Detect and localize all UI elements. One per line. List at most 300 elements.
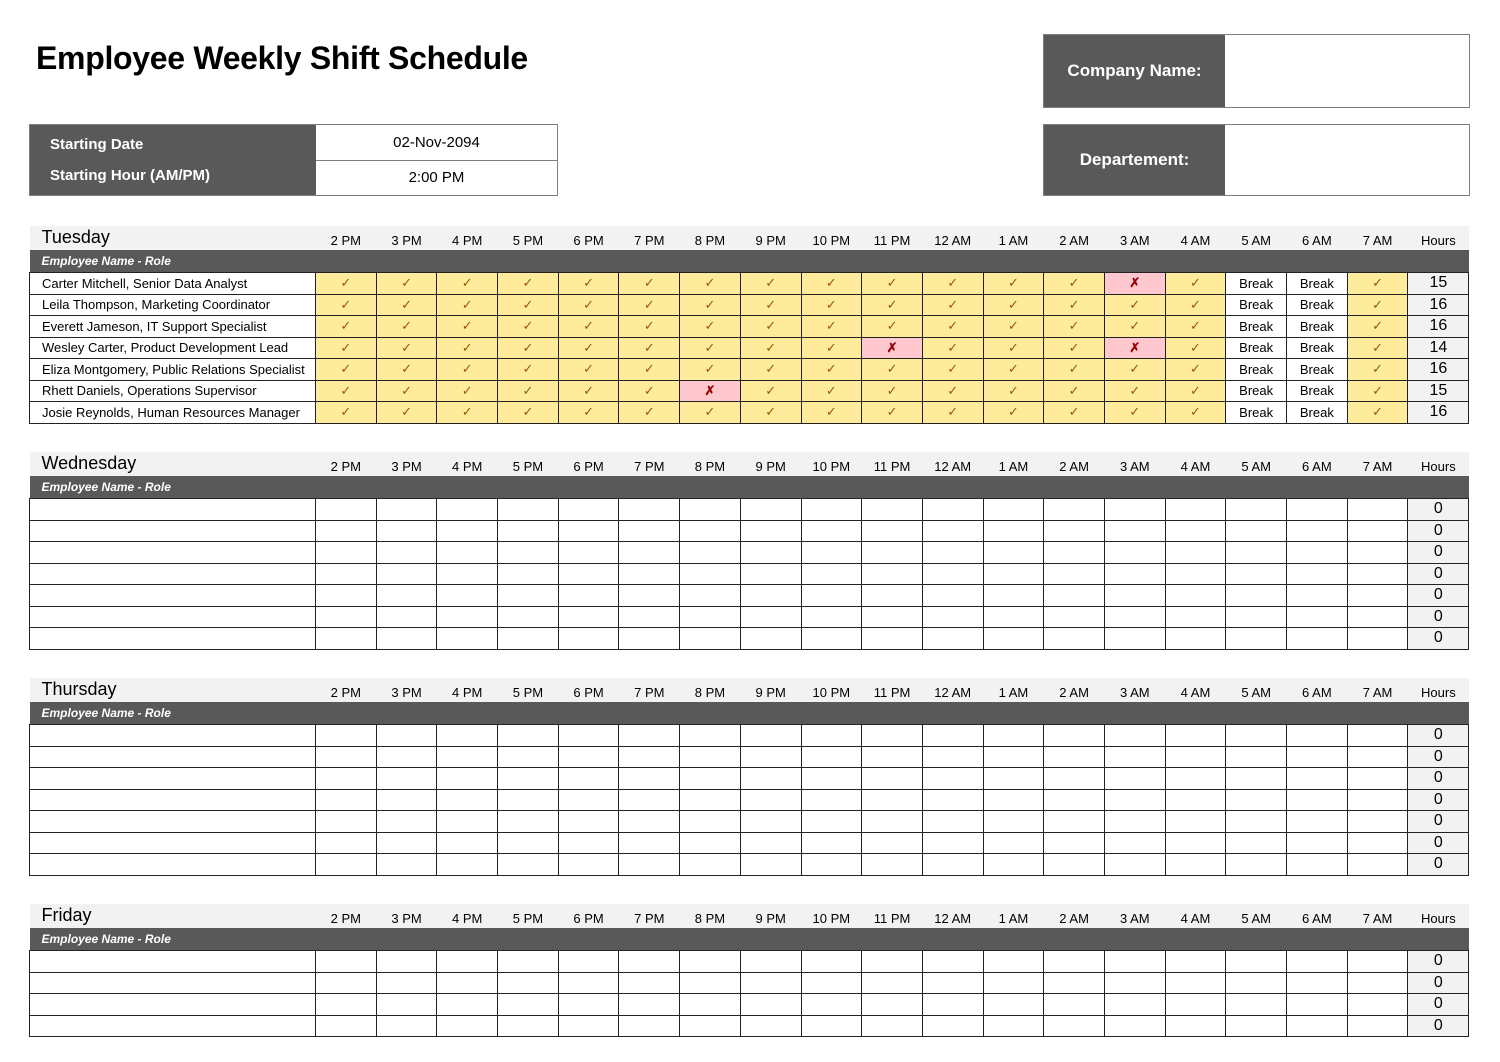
shift-cell[interactable] [1347,832,1408,854]
shift-cell[interactable] [437,746,498,768]
shift-break-cell[interactable]: Break [1226,402,1287,424]
shift-cell[interactable] [862,520,923,542]
shift-cell[interactable] [680,832,741,854]
shift-cell[interactable] [498,1015,559,1037]
shift-break-cell[interactable]: Break [1226,380,1287,402]
shift-break-cell[interactable]: Break [1226,273,1287,295]
shift-cell[interactable] [680,499,741,521]
shift-cell[interactable] [558,563,619,585]
shift-cell[interactable] [1226,972,1287,994]
shift-cell[interactable] [316,994,377,1016]
shift-present-cell[interactable]: ✓ [558,316,619,338]
shift-cell[interactable] [1044,542,1105,564]
shift-present-cell[interactable]: ✓ [1165,380,1226,402]
shift-cell[interactable] [1104,746,1165,768]
shift-cell[interactable] [558,951,619,973]
shift-cell[interactable] [983,972,1044,994]
shift-cell[interactable] [1226,994,1287,1016]
shift-cell[interactable] [376,520,437,542]
shift-cell[interactable] [1165,951,1226,973]
shift-cell[interactable] [983,832,1044,854]
shift-cell[interactable] [498,499,559,521]
shift-present-cell[interactable]: ✓ [862,402,923,424]
shift-cell[interactable] [801,746,862,768]
shift-cell[interactable] [619,854,680,876]
shift-cell[interactable] [498,951,559,973]
shift-cell[interactable] [558,768,619,790]
shift-break-cell[interactable]: Break [1287,316,1348,338]
employee-name-cell[interactable]: Everett Jameson, IT Support Specialist [30,316,316,338]
shift-cell[interactable] [922,768,983,790]
shift-present-cell[interactable]: ✓ [316,337,377,359]
shift-present-cell[interactable]: ✓ [801,337,862,359]
shift-cell[interactable] [558,628,619,650]
shift-present-cell[interactable]: ✓ [558,402,619,424]
shift-cell[interactable] [983,994,1044,1016]
shift-present-cell[interactable]: ✓ [740,402,801,424]
shift-present-cell[interactable]: ✓ [983,294,1044,316]
shift-cell[interactable] [316,854,377,876]
shift-absent-cell[interactable]: ✗ [1104,273,1165,295]
shift-cell[interactable] [1347,725,1408,747]
shift-cell[interactable] [1104,628,1165,650]
shift-cell[interactable] [983,854,1044,876]
employee-name-cell[interactable] [30,951,316,973]
shift-present-cell[interactable]: ✓ [680,337,741,359]
shift-break-cell[interactable]: Break [1226,294,1287,316]
shift-cell[interactable] [437,725,498,747]
shift-present-cell[interactable]: ✓ [1044,294,1105,316]
shift-cell[interactable] [316,832,377,854]
shift-cell[interactable] [1347,606,1408,628]
employee-name-cell[interactable] [30,542,316,564]
shift-cell[interactable] [1287,1015,1348,1037]
shift-cell[interactable] [740,994,801,1016]
employee-name-cell[interactable]: Eliza Montgomery, Public Relations Specialist [30,359,316,381]
shift-cell[interactable] [922,811,983,833]
shift-present-cell[interactable]: ✓ [1165,337,1226,359]
shift-cell[interactable] [922,499,983,521]
shift-cell[interactable] [740,854,801,876]
shift-cell[interactable] [1044,811,1105,833]
shift-cell[interactable] [376,768,437,790]
shift-cell[interactable] [498,725,559,747]
shift-present-cell[interactable]: ✓ [1104,359,1165,381]
shift-cell[interactable] [1104,1015,1165,1037]
shift-cell[interactable] [680,520,741,542]
employee-name-cell[interactable] [30,520,316,542]
shift-cell[interactable] [680,563,741,585]
shift-cell[interactable] [1104,542,1165,564]
shift-cell[interactable] [316,628,377,650]
shift-cell[interactable] [1165,832,1226,854]
shift-cell[interactable] [1287,789,1348,811]
shift-cell[interactable] [801,542,862,564]
shift-present-cell[interactable]: ✓ [619,359,680,381]
shift-cell[interactable] [1165,725,1226,747]
shift-cell[interactable] [498,628,559,650]
shift-present-cell[interactable]: ✓ [1165,359,1226,381]
shift-present-cell[interactable]: ✓ [1104,380,1165,402]
shift-present-cell[interactable]: ✓ [1044,337,1105,359]
shift-cell[interactable] [376,994,437,1016]
shift-cell[interactable] [1165,746,1226,768]
shift-cell[interactable] [316,520,377,542]
shift-cell[interactable] [376,854,437,876]
shift-present-cell[interactable]: ✓ [376,402,437,424]
shift-present-cell[interactable]: ✓ [740,359,801,381]
shift-cell[interactable] [1287,832,1348,854]
shift-present-cell[interactable]: ✓ [376,337,437,359]
shift-present-cell[interactable]: ✓ [862,273,923,295]
shift-cell[interactable] [437,563,498,585]
shift-cell[interactable] [1226,746,1287,768]
company-name-field[interactable] [1225,35,1469,107]
shift-cell[interactable] [1044,951,1105,973]
shift-cell[interactable] [619,542,680,564]
shift-cell[interactable] [316,606,377,628]
shift-cell[interactable] [1044,563,1105,585]
shift-present-cell[interactable]: ✓ [862,380,923,402]
employee-name-cell[interactable]: Leila Thompson, Marketing Coordinator [30,294,316,316]
shift-cell[interactable] [619,832,680,854]
shift-present-cell[interactable]: ✓ [558,337,619,359]
shift-cell[interactable] [862,768,923,790]
shift-cell[interactable] [558,1015,619,1037]
shift-cell[interactable] [498,789,559,811]
shift-cell[interactable] [1226,563,1287,585]
shift-cell[interactable] [558,854,619,876]
employee-name-cell[interactable]: Rhett Daniels, Operations Supervisor [30,380,316,402]
shift-present-cell[interactable]: ✓ [1347,380,1408,402]
shift-cell[interactable] [437,972,498,994]
shift-break-cell[interactable]: Break [1287,337,1348,359]
shift-cell[interactable] [983,585,1044,607]
shift-cell[interactable] [862,542,923,564]
shift-present-cell[interactable]: ✓ [498,294,559,316]
shift-present-cell[interactable]: ✓ [1104,294,1165,316]
shift-present-cell[interactable]: ✓ [740,273,801,295]
shift-cell[interactable] [619,789,680,811]
employee-name-cell[interactable] [30,746,316,768]
shift-cell[interactable] [680,542,741,564]
shift-cell[interactable] [983,746,1044,768]
shift-cell[interactable] [1287,746,1348,768]
shift-cell[interactable] [1347,972,1408,994]
employee-name-cell[interactable] [30,606,316,628]
shift-cell[interactable] [862,563,923,585]
shift-present-cell[interactable]: ✓ [680,273,741,295]
shift-present-cell[interactable]: ✓ [1165,316,1226,338]
shift-cell[interactable] [437,854,498,876]
shift-cell[interactable] [1044,789,1105,811]
shift-cell[interactable] [922,832,983,854]
shift-cell[interactable] [619,520,680,542]
shift-present-cell[interactable]: ✓ [862,359,923,381]
shift-cell[interactable] [376,606,437,628]
shift-cell[interactable] [1165,994,1226,1016]
shift-cell[interactable] [437,1015,498,1037]
shift-present-cell[interactable]: ✓ [437,337,498,359]
shift-present-cell[interactable]: ✓ [740,337,801,359]
shift-present-cell[interactable]: ✓ [376,273,437,295]
shift-absent-cell[interactable]: ✗ [862,337,923,359]
shift-cell[interactable] [437,628,498,650]
employee-name-cell[interactable]: Carter Mitchell, Senior Data Analyst [30,273,316,295]
shift-cell[interactable] [801,585,862,607]
shift-cell[interactable] [922,606,983,628]
shift-present-cell[interactable]: ✓ [1104,402,1165,424]
shift-cell[interactable] [922,951,983,973]
shift-cell[interactable] [1165,585,1226,607]
employee-name-cell[interactable] [30,832,316,854]
shift-cell[interactable] [498,542,559,564]
shift-cell[interactable] [619,811,680,833]
shift-present-cell[interactable]: ✓ [801,294,862,316]
shift-cell[interactable] [1226,789,1287,811]
shift-cell[interactable] [1104,994,1165,1016]
shift-present-cell[interactable]: ✓ [801,402,862,424]
shift-cell[interactable] [801,832,862,854]
shift-present-cell[interactable]: ✓ [1347,402,1408,424]
shift-cell[interactable] [983,606,1044,628]
shift-cell[interactable] [740,951,801,973]
shift-cell[interactable] [1287,972,1348,994]
shift-cell[interactable] [801,1015,862,1037]
shift-cell[interactable] [437,768,498,790]
shift-present-cell[interactable]: ✓ [619,316,680,338]
shift-present-cell[interactable]: ✓ [862,316,923,338]
shift-present-cell[interactable]: ✓ [922,337,983,359]
shift-cell[interactable] [619,768,680,790]
shift-cell[interactable] [801,768,862,790]
shift-present-cell[interactable]: ✓ [1165,402,1226,424]
shift-cell[interactable] [983,563,1044,585]
shift-cell[interactable] [1347,854,1408,876]
shift-present-cell[interactable]: ✓ [1347,316,1408,338]
shift-cell[interactable] [680,994,741,1016]
shift-cell[interactable] [740,606,801,628]
shift-cell[interactable] [1226,854,1287,876]
shift-present-cell[interactable]: ✓ [1044,402,1105,424]
shift-cell[interactable] [1104,789,1165,811]
shift-cell[interactable] [1044,768,1105,790]
shift-cell[interactable] [801,563,862,585]
shift-present-cell[interactable]: ✓ [498,316,559,338]
shift-cell[interactable] [983,542,1044,564]
shift-present-cell[interactable]: ✓ [376,294,437,316]
shift-cell[interactable] [1347,994,1408,1016]
shift-cell[interactable] [1165,972,1226,994]
shift-present-cell[interactable]: ✓ [1165,273,1226,295]
shift-cell[interactable] [740,628,801,650]
shift-cell[interactable] [437,606,498,628]
shift-present-cell[interactable]: ✓ [437,359,498,381]
shift-cell[interactable] [922,520,983,542]
shift-cell[interactable] [1287,563,1348,585]
shift-cell[interactable] [316,811,377,833]
shift-present-cell[interactable]: ✓ [437,294,498,316]
shift-cell[interactable] [558,542,619,564]
shift-cell[interactable] [983,811,1044,833]
shift-cell[interactable] [437,951,498,973]
shift-cell[interactable] [922,725,983,747]
shift-cell[interactable] [1287,994,1348,1016]
shift-cell[interactable] [1044,854,1105,876]
shift-cell[interactable] [862,832,923,854]
shift-cell[interactable] [1226,585,1287,607]
shift-present-cell[interactable]: ✓ [740,380,801,402]
shift-cell[interactable] [1347,1015,1408,1037]
shift-cell[interactable] [1104,951,1165,973]
shift-cell[interactable] [1165,628,1226,650]
shift-present-cell[interactable]: ✓ [680,402,741,424]
shift-present-cell[interactable]: ✓ [558,273,619,295]
shift-cell[interactable] [1165,542,1226,564]
shift-cell[interactable] [1226,832,1287,854]
shift-cell[interactable] [1347,499,1408,521]
shift-cell[interactable] [1044,972,1105,994]
shift-present-cell[interactable]: ✓ [680,294,741,316]
shift-cell[interactable] [862,725,923,747]
shift-break-cell[interactable]: Break [1287,294,1348,316]
shift-cell[interactable] [922,563,983,585]
shift-cell[interactable] [1287,854,1348,876]
shift-cell[interactable] [1165,520,1226,542]
shift-cell[interactable] [619,563,680,585]
shift-present-cell[interactable]: ✓ [498,380,559,402]
shift-present-cell[interactable]: ✓ [801,380,862,402]
shift-cell[interactable] [437,585,498,607]
shift-cell[interactable] [1104,606,1165,628]
shift-cell[interactable] [1165,606,1226,628]
shift-cell[interactable] [376,832,437,854]
shift-cell[interactable] [983,520,1044,542]
shift-cell[interactable] [316,1015,377,1037]
shift-present-cell[interactable]: ✓ [922,294,983,316]
shift-cell[interactable] [862,585,923,607]
shift-cell[interactable] [1104,854,1165,876]
shift-present-cell[interactable]: ✓ [983,359,1044,381]
shift-break-cell[interactable]: Break [1287,359,1348,381]
shift-cell[interactable] [922,1015,983,1037]
shift-cell[interactable] [1287,768,1348,790]
shift-cell[interactable] [558,725,619,747]
shift-cell[interactable] [619,628,680,650]
shift-cell[interactable] [1226,520,1287,542]
shift-cell[interactable] [1044,746,1105,768]
shift-present-cell[interactable]: ✓ [1044,316,1105,338]
shift-cell[interactable] [1044,585,1105,607]
shift-cell[interactable] [862,972,923,994]
shift-present-cell[interactable]: ✓ [498,359,559,381]
shift-cell[interactable] [1226,542,1287,564]
shift-cell[interactable] [680,854,741,876]
shift-present-cell[interactable]: ✓ [316,273,377,295]
shift-cell[interactable] [437,994,498,1016]
shift-cell[interactable] [376,725,437,747]
shift-cell[interactable] [1104,563,1165,585]
shift-present-cell[interactable]: ✓ [1104,316,1165,338]
shift-present-cell[interactable]: ✓ [1347,337,1408,359]
shift-cell[interactable] [801,811,862,833]
shift-cell[interactable] [316,972,377,994]
employee-name-cell[interactable] [30,811,316,833]
shift-cell[interactable] [680,585,741,607]
employee-name-cell[interactable]: Wesley Carter, Product Development Lead [30,337,316,359]
shift-cell[interactable] [740,585,801,607]
shift-present-cell[interactable]: ✓ [437,316,498,338]
shift-cell[interactable] [680,789,741,811]
employee-name-cell[interactable] [30,725,316,747]
shift-cell[interactable] [680,628,741,650]
shift-cell[interactable] [558,520,619,542]
shift-cell[interactable] [801,499,862,521]
shift-cell[interactable] [740,811,801,833]
shift-cell[interactable] [376,811,437,833]
shift-present-cell[interactable]: ✓ [316,402,377,424]
shift-present-cell[interactable]: ✓ [619,273,680,295]
shift-cell[interactable] [862,628,923,650]
shift-cell[interactable] [498,768,559,790]
shift-cell[interactable] [680,1015,741,1037]
shift-cell[interactable] [1287,628,1348,650]
shift-cell[interactable] [801,789,862,811]
shift-cell[interactable] [498,520,559,542]
shift-cell[interactable] [1165,563,1226,585]
shift-cell[interactable] [1165,1015,1226,1037]
shift-cell[interactable] [1287,951,1348,973]
shift-cell[interactable] [376,563,437,585]
shift-cell[interactable] [1104,768,1165,790]
shift-cell[interactable] [1165,499,1226,521]
shift-cell[interactable] [558,811,619,833]
shift-cell[interactable] [558,994,619,1016]
shift-cell[interactable] [680,606,741,628]
starting-hour-field[interactable]: 2:00 PM [408,169,465,187]
shift-cell[interactable] [1226,951,1287,973]
shift-present-cell[interactable]: ✓ [983,337,1044,359]
shift-cell[interactable] [498,606,559,628]
shift-present-cell[interactable]: ✓ [498,402,559,424]
shift-cell[interactable] [498,585,559,607]
shift-break-cell[interactable]: Break [1226,359,1287,381]
shift-cell[interactable] [680,951,741,973]
shift-cell[interactable] [801,951,862,973]
shift-present-cell[interactable]: ✓ [1347,294,1408,316]
shift-break-cell[interactable]: Break [1226,316,1287,338]
shift-cell[interactable] [1226,725,1287,747]
shift-cell[interactable] [437,542,498,564]
shift-present-cell[interactable]: ✓ [1044,359,1105,381]
shift-present-cell[interactable]: ✓ [437,402,498,424]
employee-name-cell[interactable] [30,499,316,521]
employee-name-cell[interactable] [30,1015,316,1037]
shift-present-cell[interactable]: ✓ [619,402,680,424]
shift-cell[interactable] [862,789,923,811]
shift-cell[interactable] [1044,520,1105,542]
shift-cell[interactable] [1044,994,1105,1016]
shift-cell[interactable] [619,499,680,521]
shift-present-cell[interactable]: ✓ [922,402,983,424]
shift-cell[interactable] [801,520,862,542]
shift-present-cell[interactable]: ✓ [1044,380,1105,402]
shift-present-cell[interactable]: ✓ [376,380,437,402]
shift-cell[interactable] [316,768,377,790]
shift-cell[interactable] [1104,725,1165,747]
shift-cell[interactable] [376,542,437,564]
shift-cell[interactable] [558,606,619,628]
